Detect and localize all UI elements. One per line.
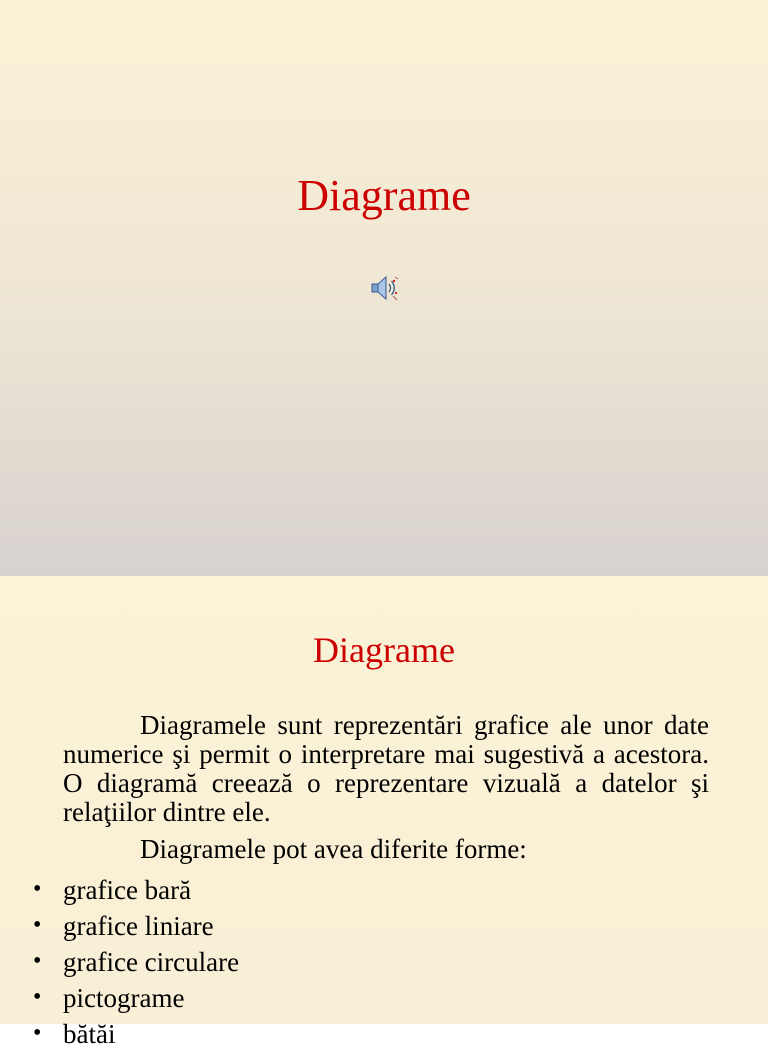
list-item <box>0 908 768 944</box>
list-item-label: grafice circulare <box>63 947 240 977</box>
paragraph-forms-intro: Diagramele pot avea diferite forme: <box>140 834 527 864</box>
list-item-label: pictograme <box>63 983 185 1013</box>
bullet-dot-icon: • <box>33 1020 42 1046</box>
slide-body <box>63 711 709 864</box>
list-item <box>0 980 768 1016</box>
list-item-label: bătăi <box>63 1019 116 1049</box>
list-item <box>0 1016 768 1052</box>
bullet-dot-icon: • <box>33 984 42 1010</box>
forms-list <box>0 872 768 1052</box>
bullet-dot-icon: • <box>33 876 42 902</box>
speaker-sound-icon[interactable] <box>369 274 401 302</box>
list-item <box>0 944 768 980</box>
slide-title: Diagrame <box>297 171 471 220</box>
slide-2 <box>0 576 768 1049</box>
list-item-label: grafice liniare <box>63 911 214 941</box>
slide-title: Diagrame <box>313 630 455 670</box>
list-item-label: grafice bară <box>63 875 192 905</box>
list-item <box>0 872 768 908</box>
bullet-dot-icon: • <box>33 912 42 938</box>
paragraph-definition: Diagramele sunt reprezentări grafice ale unor date numerice şi permit o interpretare mai sugestivă a acestora. O diagramă creează o reprezentare vizuală a datelor şi relaţiilor dintre ele. <box>63 710 709 827</box>
bullet-dot-icon: • <box>33 948 42 974</box>
